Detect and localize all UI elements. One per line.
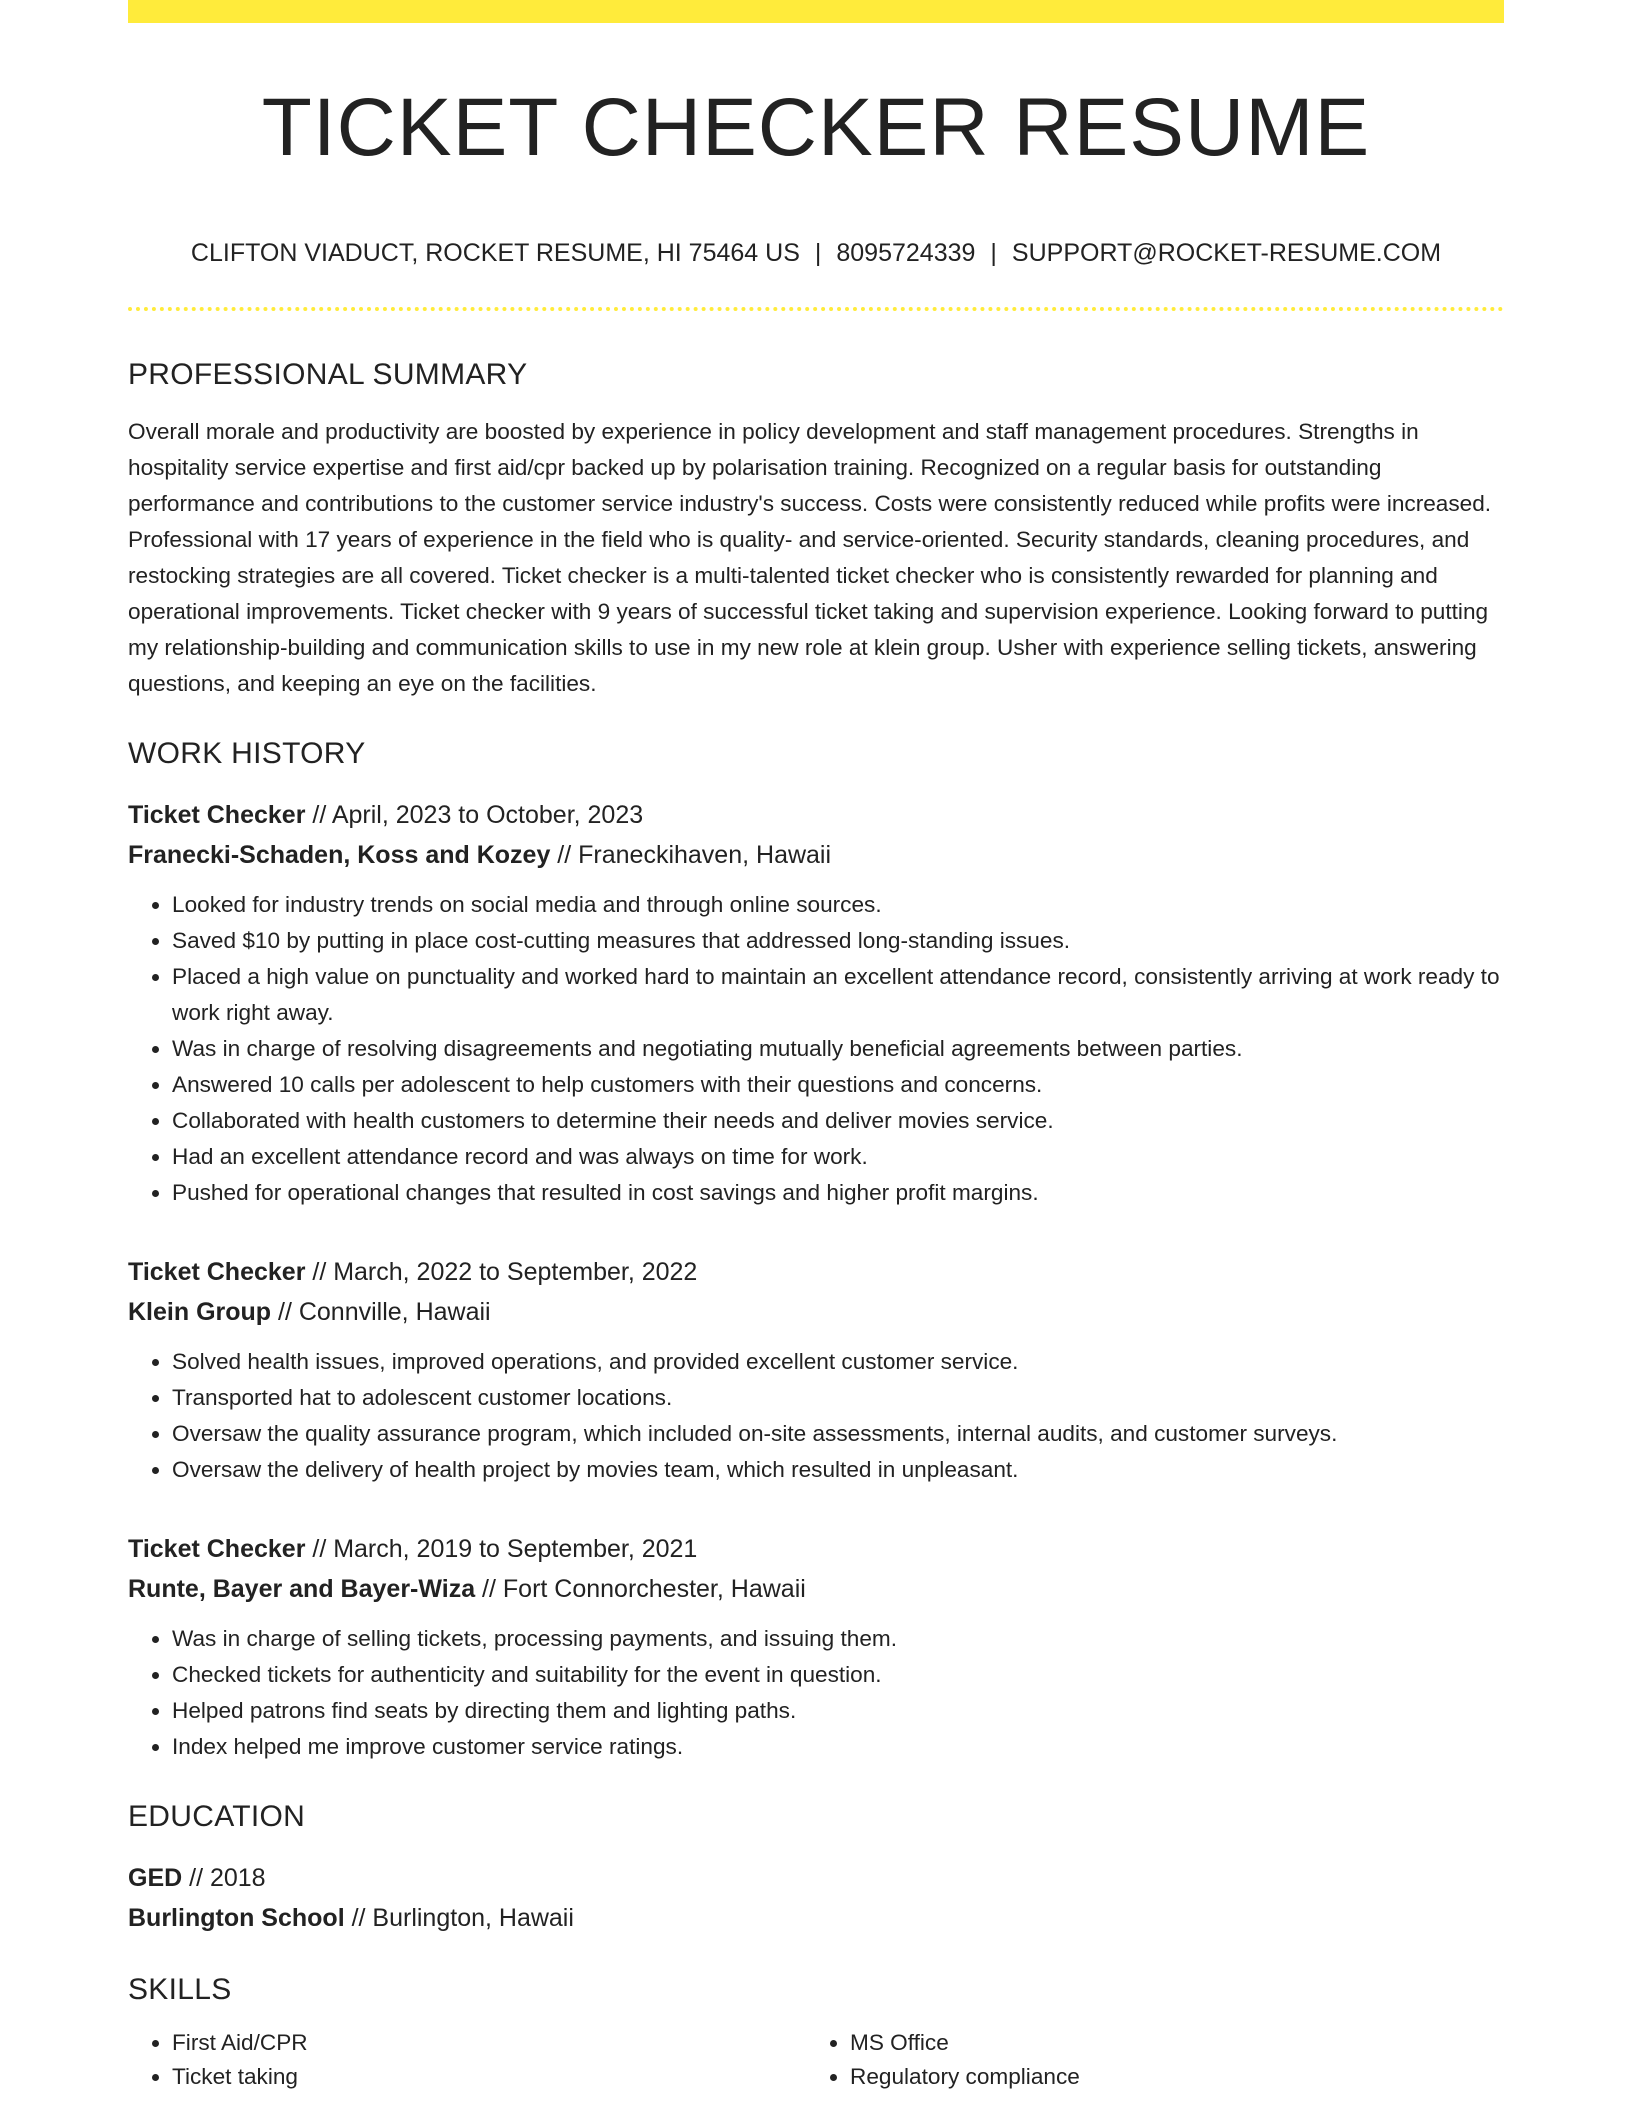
job-role: Ticket Checker	[128, 801, 306, 829]
work-history-section	[128, 734, 1504, 1765]
job-dates: // March, 2019 to September, 2021	[305, 1535, 698, 1563]
job-dates: // April, 2023 to October, 2023	[305, 801, 644, 829]
summary-heading: PROFESSIONAL SUMMARY	[128, 358, 528, 391]
job-bullet-list	[128, 887, 1504, 1211]
job-entry	[128, 1529, 1504, 1765]
job-bullet-item: • Checked tickets for authenticity and suitability for the event in question.	[172, 1657, 1504, 1693]
job-company-line	[128, 1292, 1504, 1332]
contact-separator: |	[990, 239, 997, 267]
skills-section	[128, 1970, 1504, 2094]
job-role-line	[128, 1252, 1504, 1292]
job-role-line	[128, 1529, 1504, 1569]
job-company: Franecki-Schaden, Koss and Kozey	[128, 841, 551, 869]
job-dates: // March, 2022 to September, 2022	[305, 1258, 698, 1286]
job-bullet-item: • Answered 10 calls per adolescent to help customers with their questions and concerns.	[172, 1067, 1504, 1103]
contact-email: SUPPORT@ROCKET-RESUME.COM	[1011, 239, 1442, 267]
resume-title: TICKET CHECKER RESUME	[261, 82, 1371, 173]
job-bullet-item: • Placed a high value on punctuality and worked hard to maintain an excellent attendance record, consistently arriving at work ready to work right away.	[172, 959, 1504, 1031]
contact-separator: |	[814, 239, 822, 267]
education-degree-line	[128, 1858, 1504, 1898]
job-bullet-item: • Solved health issues, improved operations, and provided excellent customer service.	[172, 1344, 1504, 1380]
job-bullet-list	[128, 1621, 1504, 1765]
dotted-divider	[128, 307, 1504, 311]
job-bullet-item: • Looked for industry trends on social media and through online sources.	[172, 887, 1504, 923]
job-location: // Fort Connorchester, Hawaii	[475, 1575, 806, 1603]
education-section	[128, 1797, 1504, 1938]
job-bullet-item: • Saved $10 by putting in place cost-cutting measures that addressed long-standing issues.	[172, 923, 1504, 959]
job-location: // Connville, Hawaii	[271, 1298, 491, 1326]
skill-item: • Ticket taking	[172, 2060, 806, 2094]
education-location: // Burlington, Hawaii	[344, 1904, 574, 1932]
skill-item: • Regulatory compliance	[850, 2060, 1484, 2094]
job-bullet-item: • Was in charge of resolving disagreements and negotiating mutually beneficial agreements between parties.	[172, 1031, 1504, 1067]
job-bullet-item: • Collaborated with health customers to determine their needs and deliver movies service.	[172, 1103, 1504, 1139]
skills-list-right	[806, 2026, 1484, 2094]
education-school: Burlington School	[128, 1904, 345, 1932]
job-bullet-list	[128, 1344, 1504, 1488]
job-bullet-item: • Transported hat to adolescent customer locations.	[172, 1380, 1504, 1416]
job-role-line	[128, 795, 1504, 835]
job-bullet-item: • Was in charge of selling tickets, processing payments, and issuing them.	[172, 1621, 1504, 1657]
job-role: Ticket Checker	[128, 1258, 306, 1286]
skill-item: • First Aid/CPR	[172, 2026, 806, 2060]
job-role: Ticket Checker	[128, 1535, 306, 1563]
job-company-line	[128, 1569, 1504, 1609]
summary-text: Overall morale and productivity are boosted by experience in policy development and staff management procedures. Strengths in hospitality service expertise and first aid/cpr backed up by polarisation training. Recognized on a regular basis for outstanding performance and contributions to the customer service industry's success. Costs were consistently reduced while profits were increased. Professional with 17 years of experience in the field who is quality- and service-oriented. Security standards, cleaning procedures, and restocking strategies are all covered. Ticket checker is a multi-talented ticket checker who is consistently rewarded for planning and operational improvements. Ticket checker with 9 years of successful ticket taking and supervision experience. Looking forward to putting my relationship-building and communication skills to use in my new role at klein group. Usher with experience selling tickets, answering questions, and keeping an eye on the facilities.	[128, 419, 1492, 696]
contact-address: CLIFTON VIADUCT, ROCKET RESUME, HI 75464 US	[190, 239, 800, 267]
job-bullet-item: • Pushed for operational changes that resulted in cost savings and higher profit margins.	[172, 1175, 1504, 1211]
job-bullet-item: • Had an excellent attendance record and was always on time for work.	[172, 1139, 1504, 1175]
contact-line	[128, 236, 1504, 270]
job-company-line	[128, 835, 1504, 875]
skill-item: • MS Office	[850, 2026, 1484, 2060]
job-company: Runte, Bayer and Bayer-Wiza	[128, 1575, 476, 1603]
skills-list-left	[128, 2026, 806, 2094]
contact-phone: 8095724339	[836, 239, 976, 267]
education-heading: EDUCATION	[128, 1800, 306, 1833]
job-list	[128, 795, 1504, 1765]
skills-columns	[128, 2026, 1504, 2094]
education-year: // 2018	[182, 1864, 266, 1892]
skills-heading: SKILLS	[128, 1973, 232, 2006]
job-bullet-item: • Oversaw the delivery of health project by movies team, which resulted in unpleasant.	[172, 1452, 1504, 1488]
job-bullet-item: • Oversaw the quality assurance program, which included on-site assessments, internal audits, and customer surveys.	[172, 1416, 1504, 1452]
work-history-heading: WORK HISTORY	[128, 737, 366, 770]
resume-body	[128, 355, 1504, 2094]
job-entry	[128, 1252, 1504, 1488]
job-bullet-item: • Helped patrons find seats by directing them and lighting paths.	[172, 1693, 1504, 1729]
accent-top-bar	[128, 0, 1504, 23]
job-bullet-item: • Index helped me improve customer service ratings.	[172, 1729, 1504, 1765]
job-company: Klein Group	[128, 1298, 272, 1326]
job-location: // Franeckihaven, Hawaii	[550, 841, 832, 869]
summary-section	[128, 355, 1504, 702]
education-school-line	[128, 1898, 1504, 1938]
job-entry	[128, 795, 1504, 1211]
education-degree: GED	[128, 1864, 183, 1892]
